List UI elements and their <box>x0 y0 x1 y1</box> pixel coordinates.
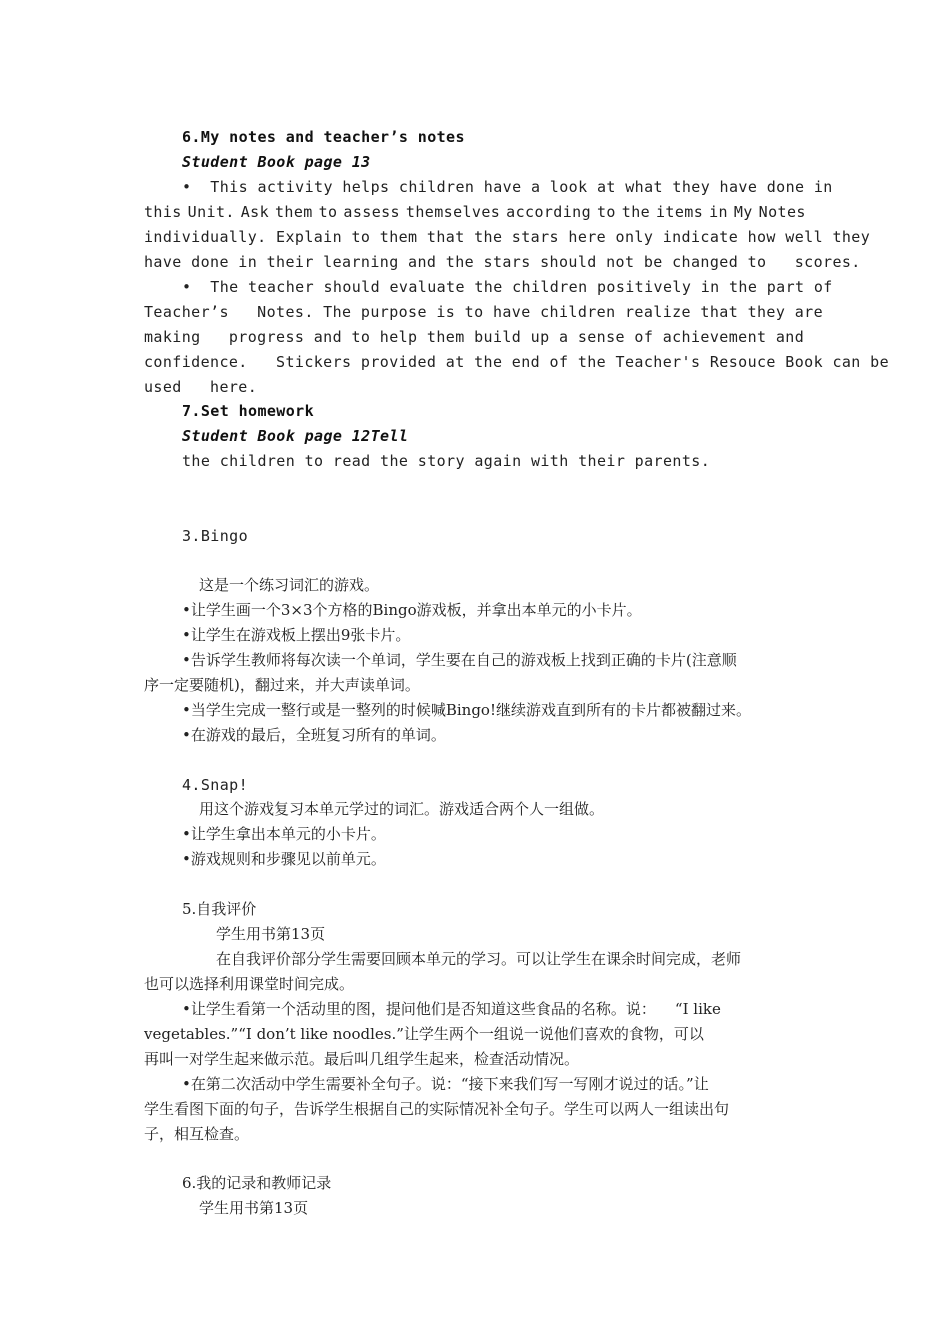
zh-section-5-bullet-2-line-2: 学生看图下面的句子，告诉学生根据自己的实际情况补全句子。学生可以两人一组读出句 <box>144 1100 730 1118</box>
zh-section-3-bullet-1: •让学生画一个3×3个方格的Bingo游戏板，并拿出本单元的小卡片。 <box>182 601 642 619</box>
word: items <box>655 203 704 221</box>
zh-section-3-bullet-2: •让学生在游戏板上摆出9张卡片。 <box>182 626 411 644</box>
section-6-bullet-2-line-5: used here. <box>144 378 258 396</box>
zh-section-5-reference: 学生用书第13页 <box>216 925 326 943</box>
word: assess <box>343 203 400 221</box>
zh-section-3-bullet-3-line-1: •告诉学生教师将每次读一个单词，学生要在自己的游戏板上找到正确的卡片(注意顺 <box>182 651 737 669</box>
word: them <box>274 203 313 221</box>
section-6-bullet-2-line-3: making progress and to help them build up a sense of achievement and <box>144 328 805 346</box>
section-6-bullet-2-line-2: Teacher’s Notes. The purpose is to have children realize that they are <box>144 303 824 321</box>
zh-section-3-heading: 3.Bingo <box>182 527 249 545</box>
zh-section-5-intro-line-2: 也可以选择利用课堂时间完成。 <box>144 975 355 993</box>
section-6-bullet-1-line-1: • This activity helps children have a look at what they have done in <box>182 178 833 196</box>
section-6-bullet-1-line-2 <box>144 202 806 222</box>
word: this <box>144 203 182 221</box>
zh-section-6-heading: 6.我的记录和教师记录 <box>182 1174 332 1192</box>
word: themselves <box>405 203 501 221</box>
zh-section-5-bullet-1-line-3: 再叫一对学生起来做示范。最后叫几组学生起来，检查活动情况。 <box>144 1050 580 1068</box>
section-6-reference: Student Book page 13 <box>182 153 371 171</box>
word: Ask <box>240 203 270 221</box>
word: to <box>318 203 338 221</box>
word: to <box>596 203 616 221</box>
section-6-heading: 6.My notes and teacher’s notes <box>182 128 465 146</box>
zh-section-5-intro-line-1: 在自我评价部分学生需要回顾本单元的学习。可以让学生在课余时间完成，老师 <box>216 950 742 968</box>
word: according <box>506 203 592 221</box>
zh-section-4-heading: 4.Snap! <box>182 776 249 794</box>
section-7-text: the children to read the story again with their parents. <box>182 452 711 470</box>
zh-section-5-bullet-2-line-1: •在第二次活动中学生需要补全句子。说：“接下来我们写一写刚才说过的话。”让 <box>182 1075 709 1093</box>
zh-section-3-bullet-5: •在游戏的最后，全班复习所有的单词。 <box>182 726 446 744</box>
section-7-heading: 7.Set homework <box>182 402 315 420</box>
zh-section-4-bullet-2: •游戏规则和步骤见以前单元。 <box>182 850 386 868</box>
zh-section-4-bullet-1: •让学生拿出本单元的小卡片。 <box>182 825 386 843</box>
section-6-bullet-2-line-4: confidence. Stickers provided at the end of the Teacher's Resouce Book can be <box>144 353 890 371</box>
zh-section-3-bullet-4: •当学生完成一整行或是一整列的时候喊Bingo!继续游戏直到所有的卡片都被翻过来。 <box>182 701 751 719</box>
zh-section-3-intro: 这是一个练习词汇的游戏。 <box>199 576 380 594</box>
zh-section-6-reference: 学生用书第13页 <box>199 1199 309 1217</box>
word: the <box>621 203 651 221</box>
zh-section-5-bullet-1-line-1: •让学生看第一个活动里的图，提问他们是否知道这些食品的名称。说： “I like <box>182 1000 721 1018</box>
section-6-bullet-2-line-1: • The teacher should evaluate the children positively in the part of <box>182 278 833 296</box>
section-6-bullet-1-line-3: individually. Explain to them that the stars here only indicate how well they <box>144 228 871 246</box>
section-7-reference: Student Book page 12Tell <box>182 427 409 445</box>
zh-section-5-bullet-1-line-2: vegetables.”“I don’t like noodles.”让学生两个一组说一说他们喜欢的食物，可以 <box>144 1025 704 1043</box>
section-6-bullet-1-line-4: have done in their learning and the stars should not be changed to scores. <box>144 253 861 271</box>
word: My <box>733 203 753 221</box>
zh-section-3-bullet-3-line-2: 序一定要随机)，翻过来，并大声读单词。 <box>144 676 420 694</box>
word: Unit. <box>187 203 235 221</box>
zh-section-5-bullet-2-line-3: 子，相互检查。 <box>144 1125 250 1143</box>
zh-section-5-heading: 5.自我评价 <box>182 900 257 918</box>
word: Notes <box>758 203 806 221</box>
zh-section-4-intro: 用这个游戏复习本单元学过的词汇。游戏适合两个人一组做。 <box>199 800 605 818</box>
word: in <box>709 203 728 221</box>
